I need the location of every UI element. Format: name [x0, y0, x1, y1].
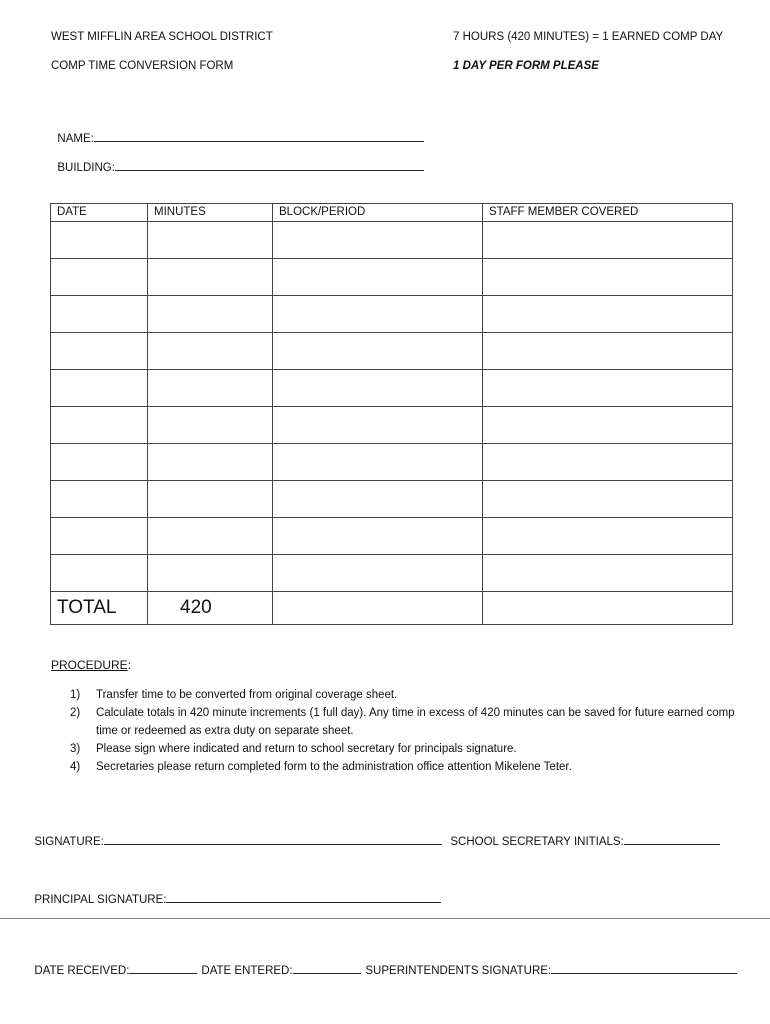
minutes-cell[interactable]: [148, 481, 273, 518]
minutes-cell[interactable]: [148, 444, 273, 481]
block-period-cell[interactable]: [273, 518, 483, 555]
name-field[interactable]: [51, 118, 424, 145]
date-cell[interactable]: [51, 333, 148, 370]
table-row: [51, 444, 733, 481]
table-cell[interactable]: [483, 592, 733, 625]
superintendent-signature-label: SUPERINTENDENTS SIGNATURE:: [365, 965, 552, 977]
staff-covered-cell[interactable]: [483, 481, 733, 518]
date-received-label: DATE RECEIVED:: [34, 965, 130, 977]
procedure-step-text: Secretaries please return completed form to the administration office attention Mikelene Teter.: [96, 761, 572, 773]
date-cell[interactable]: [51, 481, 148, 518]
column-header-staff-covered: STAFF MEMBER COVERED: [483, 204, 733, 222]
building-label: BUILDING:: [57, 162, 115, 174]
table-row: [51, 370, 733, 407]
table-row: [51, 333, 733, 370]
date-entered-field[interactable]: [195, 950, 361, 977]
procedure-step: [70, 704, 740, 740]
date-cell[interactable]: [51, 370, 148, 407]
name-label: NAME:: [57, 133, 94, 145]
procedure-step: [70, 686, 740, 704]
name-line[interactable]: [94, 130, 424, 142]
minutes-cell[interactable]: [148, 333, 273, 370]
date-received-line[interactable]: [129, 962, 197, 974]
principal-signature-label: PRINCIPAL SIGNATURE:: [34, 894, 167, 906]
staff-covered-cell[interactable]: [483, 407, 733, 444]
procedure-step: [70, 758, 740, 776]
divider: [0, 918, 770, 919]
comp-time-table: [50, 203, 733, 625]
procedure-list: [70, 686, 740, 776]
procedure-step-number: 4): [70, 761, 81, 773]
procedure-step-text: Calculate totals in 420 minute increments (1 full day). Any time in excess of 420 minutes can be saved for future earned comp time or redeemed as extra duty on separate sheet.: [96, 707, 735, 737]
staff-covered-cell[interactable]: [483, 333, 733, 370]
minutes-cell[interactable]: [148, 555, 273, 592]
date-cell[interactable]: [51, 407, 148, 444]
procedure-step-text: Transfer time to be converted from original coverage sheet.: [96, 689, 398, 701]
procedure-step: [70, 740, 740, 758]
table-row: [51, 481, 733, 518]
district-name: WEST MIFFLIN AREA SCHOOL DISTRICT: [51, 31, 273, 43]
minutes-cell[interactable]: [148, 222, 273, 259]
staff-covered-cell[interactable]: [483, 222, 733, 259]
procedure-title: PROCEDURE: [51, 658, 128, 672]
column-header-block-period: BLOCK/PERIOD: [273, 204, 483, 222]
conversion-rule: 7 HOURS (420 MINUTES) = 1 EARNED COMP DAY: [453, 31, 724, 43]
form-note: 1 DAY PER FORM PLEASE: [453, 60, 599, 72]
procedure-step-number: 2): [70, 707, 81, 719]
staff-covered-cell[interactable]: [483, 555, 733, 592]
total-value: 420: [148, 592, 273, 625]
principal-signature-field[interactable]: [28, 879, 441, 906]
column-header-date: DATE: [51, 204, 148, 222]
procedure-heading: [51, 658, 131, 672]
date-cell[interactable]: [51, 259, 148, 296]
block-period-cell[interactable]: [273, 481, 483, 518]
table-row: [51, 259, 733, 296]
date-cell[interactable]: [51, 222, 148, 259]
form-title: COMP TIME CONVERSION FORM: [51, 60, 234, 72]
date-received-field[interactable]: [28, 950, 197, 977]
minutes-cell[interactable]: [148, 259, 273, 296]
building-line[interactable]: [115, 159, 424, 171]
signature-line[interactable]: [104, 833, 442, 845]
block-period-cell[interactable]: [273, 444, 483, 481]
procedure-step-number: 3): [70, 743, 81, 755]
table-row: [51, 407, 733, 444]
block-period-cell[interactable]: [273, 555, 483, 592]
block-period-cell[interactable]: [273, 296, 483, 333]
column-header-minutes: MINUTES: [148, 204, 273, 222]
block-period-cell[interactable]: [273, 333, 483, 370]
date-cell[interactable]: [51, 444, 148, 481]
procedure-step-text: Please sign where indicated and return to school secretary for principals signature.: [96, 743, 517, 755]
superintendent-signature-line[interactable]: [551, 962, 737, 974]
table-row: [51, 222, 733, 259]
block-period-cell[interactable]: [273, 259, 483, 296]
date-entered-line[interactable]: [293, 962, 361, 974]
block-period-cell[interactable]: [273, 407, 483, 444]
date-cell[interactable]: [51, 555, 148, 592]
minutes-cell[interactable]: [148, 518, 273, 555]
minutes-cell[interactable]: [148, 370, 273, 407]
building-field[interactable]: [51, 147, 424, 174]
staff-covered-cell[interactable]: [483, 518, 733, 555]
minutes-cell[interactable]: [148, 407, 273, 444]
date-entered-label: DATE ENTERED:: [201, 965, 293, 977]
procedure-colon: :: [127, 658, 132, 672]
minutes-cell[interactable]: [148, 296, 273, 333]
date-cell[interactable]: [51, 296, 148, 333]
secretary-initials-label: SCHOOL SECRETARY INITIALS:: [450, 836, 624, 848]
signature-label: SIGNATURE:: [34, 836, 104, 848]
date-cell[interactable]: [51, 518, 148, 555]
procedure-step-number: 1): [70, 689, 81, 701]
secretary-initials-line[interactable]: [624, 833, 720, 845]
principal-signature-line[interactable]: [166, 891, 441, 903]
block-period-cell[interactable]: [273, 222, 483, 259]
signature-field[interactable]: [28, 821, 442, 848]
total-label: TOTAL: [51, 592, 148, 625]
table-cell[interactable]: [273, 592, 483, 625]
staff-covered-cell[interactable]: [483, 370, 733, 407]
table-row: [51, 555, 733, 592]
superintendent-signature-field[interactable]: [359, 950, 737, 977]
block-period-cell[interactable]: [273, 370, 483, 407]
total-row: [51, 592, 733, 625]
staff-covered-cell[interactable]: [483, 296, 733, 333]
table-row: [51, 518, 733, 555]
secretary-initials-field[interactable]: [444, 821, 720, 848]
table-header-row: [51, 204, 733, 222]
table-row: [51, 296, 733, 333]
staff-covered-cell[interactable]: [483, 259, 733, 296]
staff-covered-cell[interactable]: [483, 444, 733, 481]
